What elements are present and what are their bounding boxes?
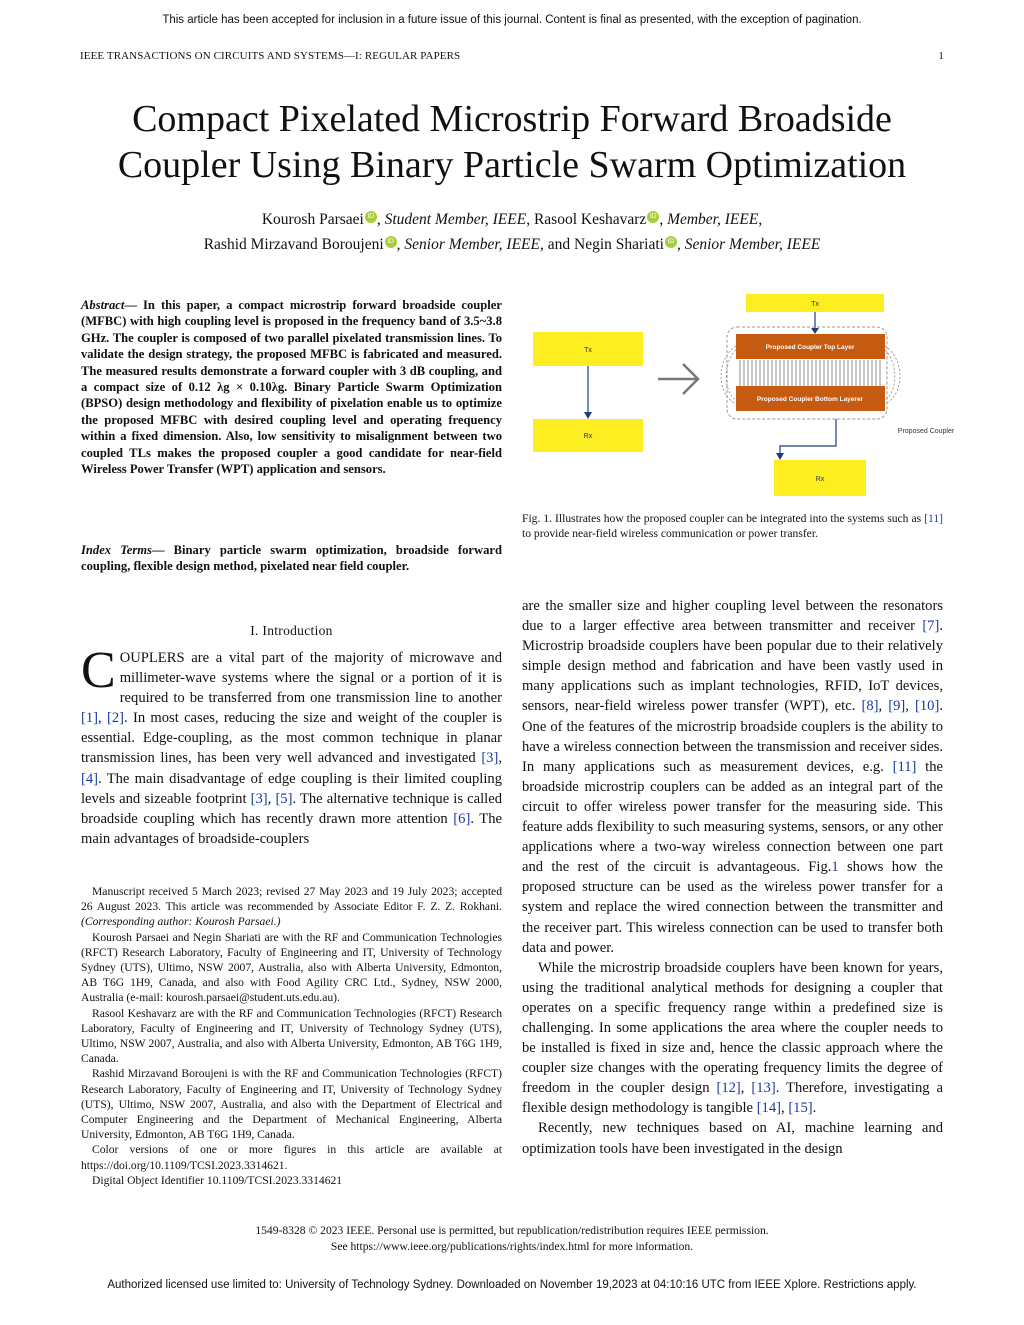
- footnote-affiliation: Rasool Keshavarz are with the RF and Communication Technologies (RFCT) Research Laboratory, Faculty of Engineering and IT, University of Technology Sydney (UTS), Ultimo, NSW 2007, Australia, and also with Alberta University, Edmonton, AB T6G 1H9, Canada.: [81, 1006, 502, 1066]
- footnote-doi: Digital Object Identifier 10.1109/TCSI.2023.3314621: [92, 1173, 343, 1187]
- abstract-text: — In this paper, a compact microstrip forward broadside coupler (MFBC) with high coupling level is proposed in the frequency band of 3.5~3.8 GHz. The coupler is composed of two parallel pixelated transmission lines. To validate the design strategy, the proposed MFBC is fabricated and measured. The measured results demonstrate a forward coupler with 3 dB coupling, and a compact size of 0.12 λg × 0.10λg. Binary Particle Swarm Optimization (BPSO) design methodology and flexibility of pixelation enable us to optimize the proposed MFBC with desired coupling level and operating frequency within a fixed dimension. Also, low sensitivity to misalignment between two coupled TLs makes the proposed coupler a good candidate for near-field Wireless Power Transfer (WPT) application and sensors.: [81, 298, 502, 477]
- author-list: Kourosh Parsaei iD , Student Member, IEEE, Rasool Keshavarz iD , Member, IEEE, Rashid Mirzavand Boroujeni iD , Senior Member, IEEE, and Negin Shariati iD , Senior Member, IEEE: [203, 211, 821, 253]
- paragraph: While the microstrip broadside couplers have been known for years, using the traditional analytical methods for designing a coupler that operates on a specific frequency range within a predefined size is challenging. In some applications the area where the coupler needs to be installed is fixed in size and, hence the classic approach where the coupler size changes with the operating frequency limits the degree of freedom in the coupler design [12], [13]. Therefore, investigating a flexible design methodology is tangible [14], [15].: [522, 959, 944, 1117]
- field-line-left: [726, 350, 736, 400]
- corresponding-author: (Corresponding author: Kourosh Parsaei.): [81, 915, 281, 929]
- orcid-icon[interactable]: iD: [665, 236, 677, 248]
- journal-name: IEEE TRANSACTIONS ON CIRCUITS AND SYSTEMS—I: REGULAR PAPERS: [80, 50, 461, 62]
- top-layer-label: Proposed Coupler Top Layer: [765, 344, 855, 351]
- body-text: . One of the features of the microstrip broadside couplers is the ability to have a wireless connection between the transmission and receiver sides. In many applications such as measurement devices, e.g.: [522, 698, 943, 775]
- page-number: 1: [938, 50, 944, 62]
- body-text: OUPLERS are a vital part of the majority of microwave and millimeter-wave systems where the signal or a portion of it is required to be transferred from one transmission line to another: [119, 650, 502, 707]
- body-text: the broadside microstrip couplers can be added as an integral part of the circuit to offer wireless power transfer for the measuring side. This feature adds flexibility to such measuring systems, sensors, or any other applications where a two-way wireless connection between one part and the rest of the circuit is advantageous. Fig.: [522, 758, 943, 876]
- coupling-field-lines: [740, 360, 880, 386]
- body-text: shows how the proposed structure can be used as the wireless power transfer for a system and replace the wired connection between the transmitter and the receiver part. This wireless connection can be used to transfer both data and power.: [522, 859, 943, 956]
- left-tx-label: Tx: [584, 347, 592, 354]
- orcid-icon[interactable]: iD: [647, 211, 659, 223]
- citation-link[interactable]: [3]: [481, 750, 499, 767]
- author-name: Rashid Mirzavand Boroujeni: [203, 236, 384, 253]
- body-text: . Therefore, investigating a flexible design methodology is tangible: [522, 1080, 944, 1117]
- section-heading: [81, 623, 502, 639]
- body-text: . The main advantages of broadside-couplers: [81, 810, 502, 847]
- title-line-2: Coupler Using Binary Particle Swarm Optimization: [117, 144, 907, 186]
- body-text: . Microstrip broadside couplers have been popular due to their relatively simple design method and fabrication and have been vastly used in many applications such as implant technologies, RFID, IoT devices, sensors, near-field wireless power transfer (WPT), etc.: [522, 618, 943, 715]
- dropcap: C: [81, 642, 116, 699]
- copyright-line-1: 1549-8328 © 2023 IEEE. Personal use is permitted, but republication/redistribution requires IEEE permission.: [255, 1224, 769, 1237]
- paragraph: are the smaller size and higher coupling level between the resonators due to a larger effective area between transmitter and receiver [7]. Microstrip broadside couplers have been popular due to their relatively simple design method and fabrication and have been vastly used in many applications such as implant technologies, RFID, IoT devices, sensors, near-field wireless power transfer (WPT), etc. [8], [9], [10]. One of the features of the microstrip broadside couplers is the ability to have a wireless connection between the transmission and receiver sides. In many applications such as measurement devices, e.g. [11] the broadside microstrip couplers can be added as an integral part of the circuit to offer wireless power transfer for the measuring side. This feature adds flexibility to such measuring systems, sensors, or any other applications where a two-way wireless connection between one part and the rest of the circuit is advantageous. Fig.1 shows how the proposed structure can be used as the wireless power transfer for a system and replace the wired connection between the transmitter and the receiver part. This wireless connection can be used to transfer both data and power.: [522, 598, 943, 956]
- footnote-text: Manuscript received 5 March 2023; revised 27 May 2023 and 19 July 2023; accepted 26 August 2023. This article was recommended by Associate Editor F. Z. Z. Rokhani.: [81, 885, 502, 914]
- citation-link[interactable]: [4]: [81, 770, 99, 787]
- body-text: . The main disadvantage of edge coupling is their limited coupling levels and sizeable footprint: [81, 770, 502, 807]
- citation-link[interactable]: [6]: [453, 810, 471, 827]
- body-text: . In most cases, reducing the size and weight of the coupler is essential. Edge-coupling, as the most common technique in planar transmission lines, has been very well advanced and investigated: [81, 710, 502, 767]
- citation-link[interactable]: [13]: [751, 1080, 776, 1097]
- footnote-color: Color versions of one or more figures in this article are available at https://doi.org/10.1109/TCSI.2023.3314621.: [81, 1143, 502, 1172]
- right-tx-label: Tx: [811, 301, 819, 308]
- citation-link[interactable]: [10]: [915, 698, 940, 715]
- citation-link[interactable]: [9]: [888, 698, 906, 715]
- section-heading-text: I. Introduction: [250, 623, 333, 638]
- citation-link[interactable]: [1]: [81, 710, 99, 727]
- footnotes: [81, 884, 502, 1188]
- figure-1-caption: [522, 511, 943, 542]
- left-wire-arrowhead: [584, 412, 592, 419]
- citation-link[interactable]: [3]: [250, 790, 268, 807]
- author-name: Rasool Keshavarz: [533, 211, 647, 228]
- orcid-icon[interactable]: iD: [385, 236, 397, 248]
- field-line-right: [885, 346, 900, 404]
- citation-link[interactable]: [5]: [275, 790, 293, 807]
- index-terms-label: Index Terms: [81, 543, 152, 557]
- right-rx-label: Rx: [815, 476, 825, 483]
- citation-link[interactable]: [12]: [716, 1080, 741, 1097]
- footnote-affiliation: Rashid Mirzavand Boroujeni is with the RF and Communication Technologies (RFCT) Research Laboratory, Faculty of Engineering and IT, University of Technology Sydney (UTS), Ultimo, NSW 2007, Australia, and also with the Department of Electrical and Computer Engineering and the Department of Mechanical Engineering, Alberta University, Edmonton, AB T6G 1H9, Canada.: [81, 1067, 502, 1142]
- bottom-layer-label: Proposed Coupler Bottom Layerer: [756, 396, 864, 403]
- citation-link[interactable]: [2]: [106, 710, 125, 727]
- title-line-1: Compact Pixelated Microstrip Forward Broadside: [132, 98, 892, 140]
- acceptance-banner: This article has been accepted for inclusion in a future issue of this journal. Content is final as presented, with the exception of pagination.: [162, 14, 862, 26]
- citation-link[interactable]: [7]: [922, 618, 940, 635]
- author-name: Kourosh Parsaei: [261, 211, 364, 228]
- right-rx-wire: [780, 419, 836, 457]
- index-terms: [81, 542, 502, 575]
- running-header: [80, 50, 944, 62]
- caption-text: Fig. 1. Illustrates how the proposed coupler can be integrated into the systems such as: [522, 512, 925, 525]
- author-role: Senior Member, IEEE: [404, 236, 540, 253]
- right-tx-arrowhead: [811, 328, 819, 334]
- citation-link[interactable]: [11]: [892, 758, 917, 775]
- figure-1: [530, 294, 955, 499]
- citation-link[interactable]: [15]: [788, 1100, 813, 1117]
- abstract-label: Abstract: [81, 298, 125, 312]
- copyright-notice: [0, 1223, 1024, 1255]
- paragraph: Recently, new techniques based on AI, machine learning and optimization tools have been investigated in the design: [522, 1120, 943, 1157]
- author-name: Negin Shariati: [574, 236, 664, 253]
- proposed-coupler-label: Proposed Coupler: [897, 428, 955, 435]
- body-text: . The alternative technique is called broadside coupling which has recently drawn more attention: [81, 790, 502, 827]
- footnote-affiliation: Kourosh Parsaei and Negin Shariati are with the RF and Communication Technologies (RFCT) Research Laboratory, Faculty of Engineering and IT, University of Technology Sydney (UTS), Ultimo, NSW 2007, Australia, also with Alberta University, Edmonton, AB T6G 1H9, Canada, and also with Food Agility CRC Ltd., Sydney, NSW 2000, Australia (e-mail: kourosh.parsaei@student.uts.edu.au).: [81, 930, 502, 1005]
- caption-text: to provide near-field wireless communication or power transfer.: [522, 527, 818, 541]
- abstract: [81, 297, 502, 477]
- intro-paragraph: COUPLERS are a vital part of the majority of microwave and millimeter-wave systems where the signal or a portion of it is required to be transferred from one transmission line to another [1], [2]. In most cases, reducing the size and weight of the coupler is essential. Edge-coupling, as the most common technique in planar transmission lines, has been very well advanced and investigated [3], [4]. The main disadvantage of edge coupling is their limited coupling levels and sizeable footprint [3], [5]. The alternative technique is called broadside coupling which has recently drawn more attention [6]. The main advantages of broadside-couplers: [81, 642, 502, 847]
- field-line-left: [721, 346, 736, 404]
- citation-link[interactable]: [14]: [756, 1100, 782, 1117]
- figure-link[interactable]: 1: [831, 859, 839, 876]
- footnote-manuscript: [81, 884, 502, 930]
- author-role: Student Member, IEEE: [384, 211, 527, 228]
- left-rx-label: Rx: [583, 433, 593, 440]
- paper-title: [40, 96, 984, 188]
- copyright-line-2: See https://www.ieee.org/publications/rights/index.html for more information.: [330, 1240, 694, 1253]
- right-rx-arrowhead: [776, 453, 784, 460]
- index-terms-text: — Binary particle swarm optimization, broadside forward coupling, flexible design method, pixelated near field coupler.: [81, 543, 502, 574]
- figure-1-diagram: [530, 294, 955, 499]
- right-column-body: [522, 596, 943, 1159]
- orcid-icon[interactable]: iD: [365, 211, 377, 223]
- citation-link[interactable]: [8]: [861, 698, 879, 715]
- body-text: are the smaller size and higher coupling level between the resonators due to a larger effective area between transmitter and receiver: [522, 598, 943, 635]
- citation-link[interactable]: [11]: [924, 512, 943, 525]
- body-text: While the microstrip broadside couplers have been known for years, using the traditional analytical methods for designing a coupler that operates on a specific frequency range within a predefined size is challenging. In some applications the area where the coupler needs to be installed is fixed in size and, hence the classic approach where the coupler size changes with the operating frequency limits the degree of freedom in the coupler design: [522, 959, 943, 1097]
- author-role: Senior Member, IEEE: [684, 236, 821, 253]
- field-line-right: [885, 350, 895, 400]
- body-text: .: [812, 1100, 817, 1117]
- author-role: Member, IEEE: [667, 211, 759, 228]
- authorized-use-notice: Authorized licensed use limited to: University of Technology Sydney. Downloaded on November 19,2023 at 04:10:16 UTC from IEEE Xplore. Restrictions apply.: [107, 1279, 917, 1291]
